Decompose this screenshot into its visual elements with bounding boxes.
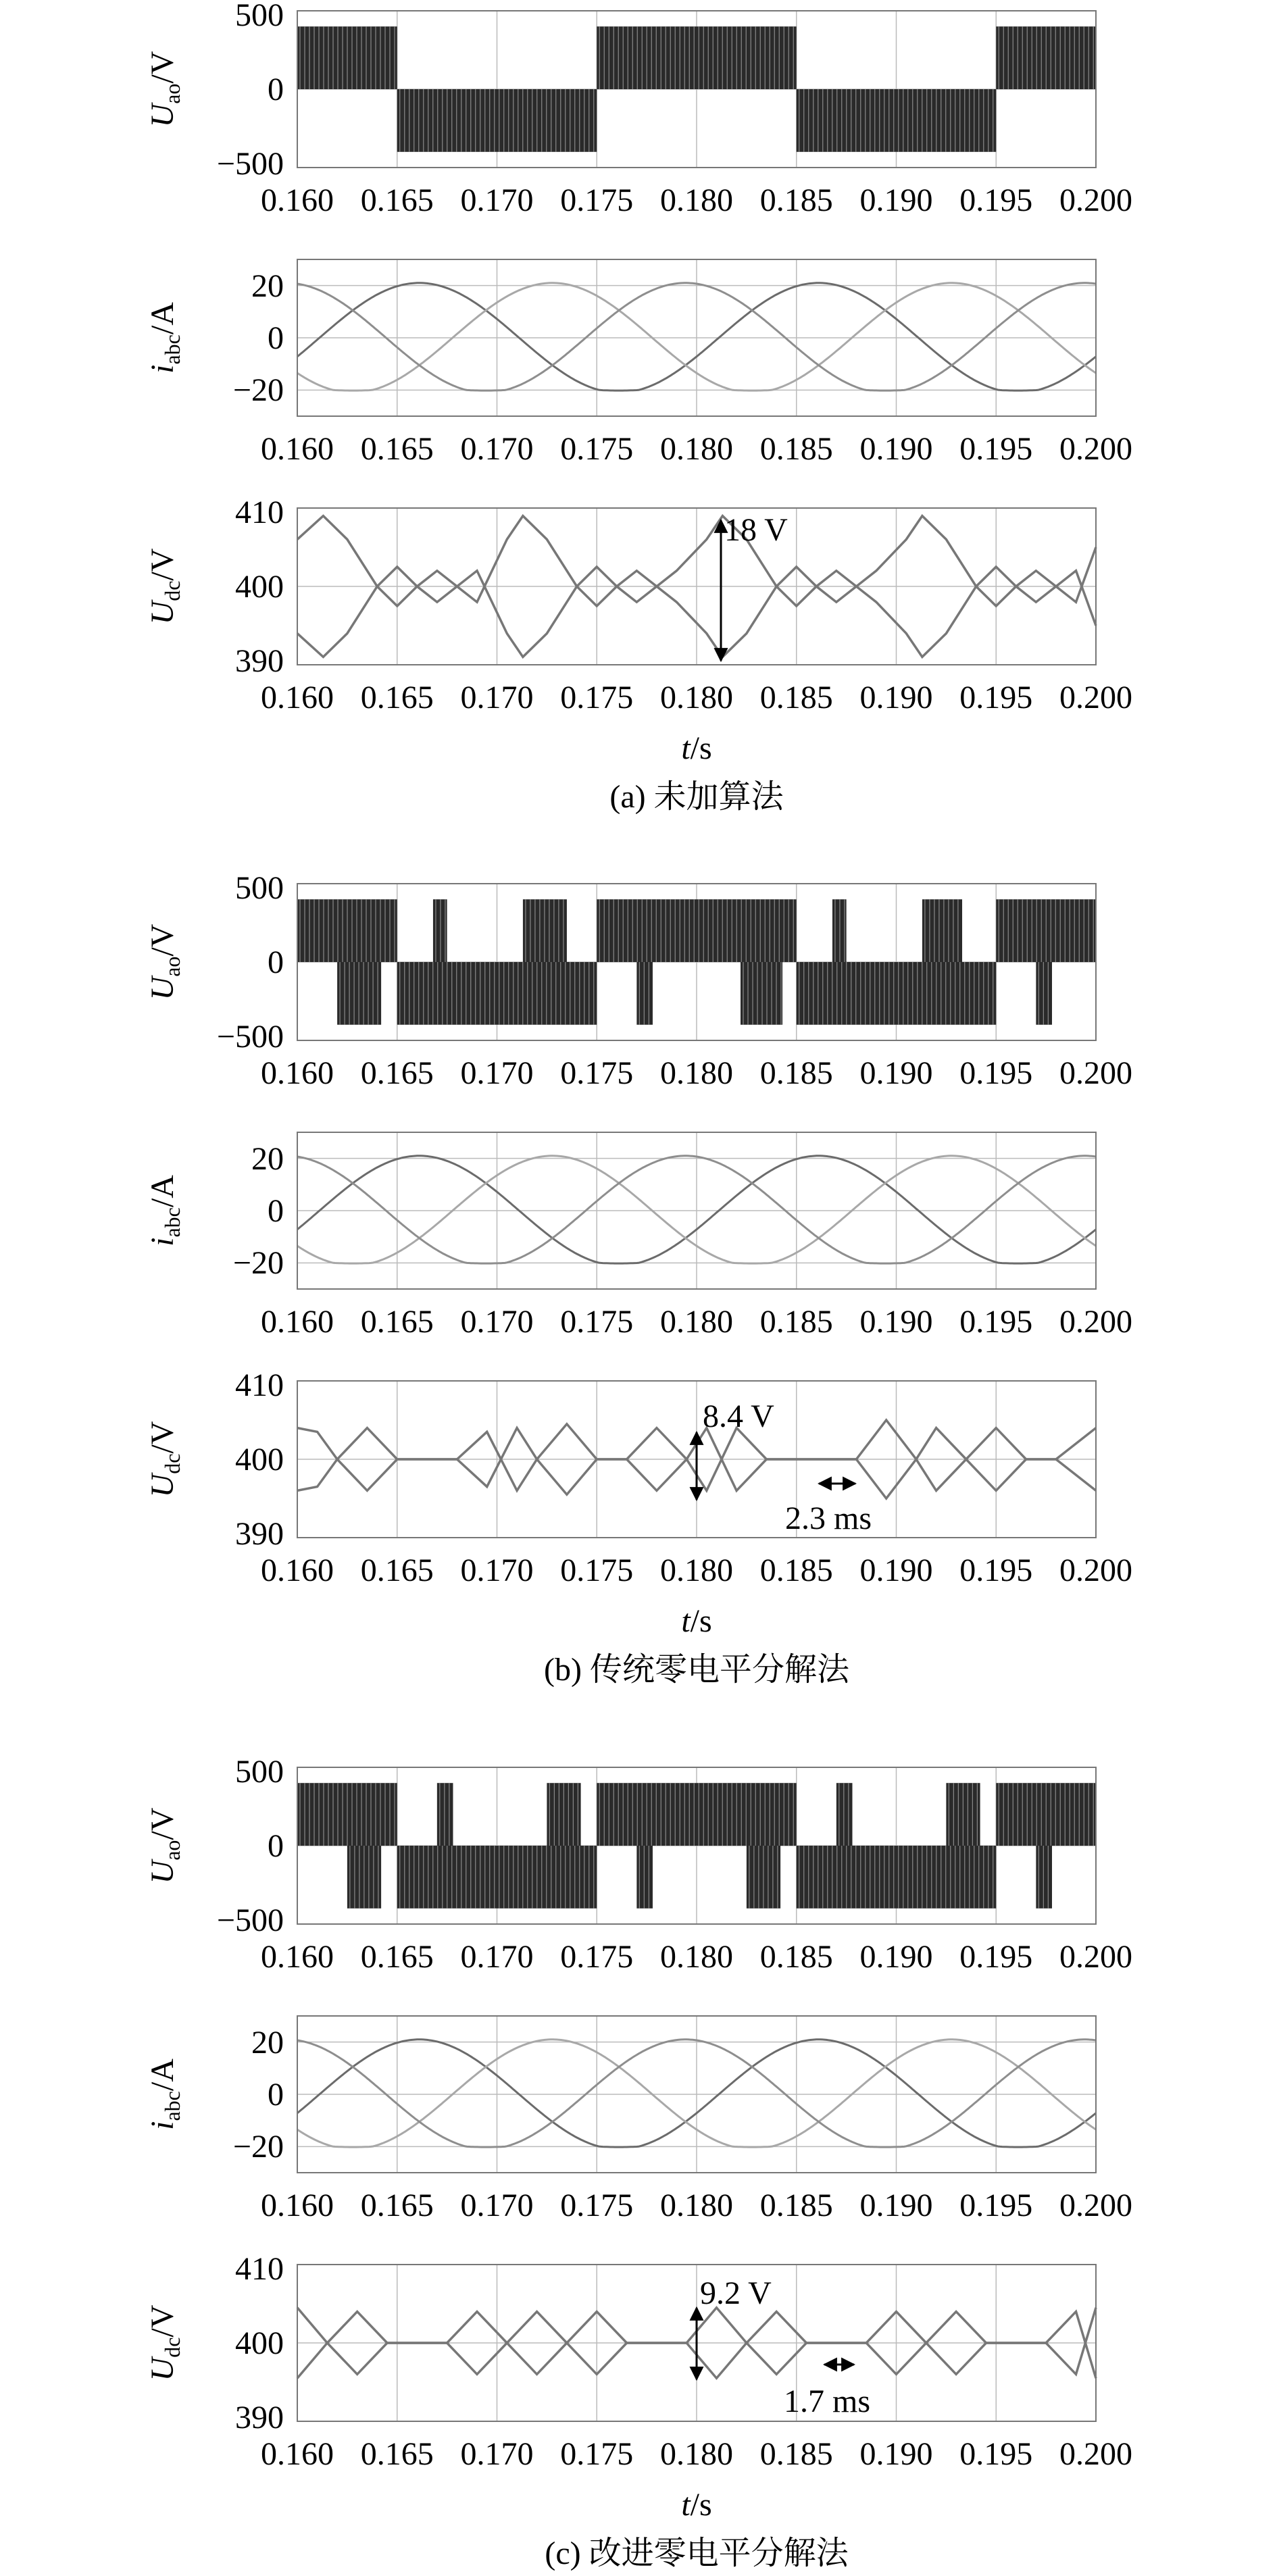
- x-tick: 0.175: [560, 1552, 634, 1588]
- panel-caption: (b) 传统零电平分解法: [544, 1652, 849, 1688]
- voltage-waveform-a: [297, 11, 1096, 168]
- x-tick-labels: [261, 1552, 1132, 1588]
- x-tick: 0.190: [859, 1304, 933, 1340]
- x-tick: 0.165: [360, 2436, 434, 2472]
- ripple-annotation: 9.2 V: [700, 2275, 772, 2311]
- x-tick: 0.190: [859, 1055, 933, 1091]
- y-tick: 400: [235, 569, 284, 605]
- x-tick: 0.170: [460, 182, 534, 218]
- y-tick: −500: [216, 1019, 284, 1055]
- x-tick: 0.180: [660, 2436, 733, 2472]
- x-tick: 0.185: [759, 1552, 833, 1588]
- x-tick: 0.190: [859, 182, 933, 218]
- pwm-block: [797, 962, 997, 1025]
- pwm-block: [297, 26, 397, 89]
- x-tick: 0.180: [660, 1304, 733, 1340]
- y-axis-label: $i_{abc}/A$: [145, 2059, 184, 2130]
- x-tick: 0.195: [959, 680, 1033, 715]
- x-tick: 0.195: [959, 1304, 1033, 1340]
- x-tick: 0.195: [959, 1552, 1033, 1588]
- x-tick: 0.160: [261, 431, 334, 467]
- x-tick: 0.160: [261, 680, 334, 715]
- pwm-block: [996, 1783, 1096, 1846]
- pwm-notch: [437, 1783, 453, 1846]
- y-tick: 400: [235, 1442, 284, 1478]
- x-tick: 0.200: [1059, 2188, 1132, 2223]
- pwm-notch: [922, 899, 962, 962]
- pwm-fill: [397, 89, 597, 152]
- current-plot-c: [145, 2016, 1132, 2223]
- pwm-notch: [836, 1783, 853, 1846]
- pwm-notch: [946, 1783, 980, 1846]
- x-tick: 0.200: [1059, 680, 1132, 715]
- x-tick: 0.170: [460, 1552, 534, 1588]
- panel-a: [145, 0, 1132, 815]
- x-tick: 0.165: [360, 1055, 434, 1091]
- x-tick: 0.165: [360, 2188, 434, 2223]
- current-waveform-b: [297, 1132, 1096, 1289]
- y-axis-label: $i_{abc}/A$: [145, 1175, 184, 1246]
- y-tick: −20: [232, 372, 284, 408]
- x-tick: 0.180: [660, 1552, 733, 1588]
- flat-duration-annotation: 1.7 ms: [784, 2383, 871, 2419]
- x-tick: 0.195: [959, 1939, 1033, 1975]
- pwm-fill: [797, 1846, 997, 1909]
- x-tick: 0.175: [560, 1939, 634, 1975]
- x-tick: 0.160: [261, 1552, 334, 1588]
- y-tick: 20: [251, 1141, 284, 1177]
- voltage-plot-c: [145, 1754, 1132, 1975]
- dc-waveform-a: [297, 508, 1096, 665]
- pwm-block: [297, 899, 397, 962]
- x-tick: 0.195: [959, 1055, 1033, 1091]
- y-tick: 390: [235, 2400, 284, 2435]
- y-tick: 0: [268, 1828, 284, 1864]
- x-tick: 0.185: [759, 2436, 833, 2472]
- y-axis-label: $U_{dc}/V$: [145, 1421, 184, 1498]
- x-tick: 0.190: [859, 2436, 933, 2472]
- x-tick: 0.190: [859, 1939, 933, 1975]
- x-tick: 0.160: [261, 2436, 334, 2472]
- x-tick: 0.185: [759, 1939, 833, 1975]
- pwm-block: [996, 26, 1096, 89]
- x-tick: 0.160: [261, 1939, 334, 1975]
- pwm-notch: [636, 1846, 653, 1909]
- dc-plot-c: [145, 2251, 1132, 2523]
- x-tick-labels: [261, 2436, 1132, 2472]
- x-tick-labels: [261, 1304, 1132, 1340]
- x-tick: 0.190: [859, 431, 933, 467]
- pwm-fill: [597, 899, 797, 962]
- x-tick: 0.170: [460, 2188, 534, 2223]
- pwm-fill: [397, 1846, 597, 1909]
- y-axis-label: $U_{ao}/V$: [145, 1807, 184, 1884]
- x-tick: 0.175: [560, 431, 634, 467]
- x-tick-labels: [261, 1055, 1132, 1091]
- pwm-block: [297, 1783, 397, 1846]
- y-tick: 0: [268, 1193, 284, 1229]
- pwm-fill: [397, 962, 597, 1025]
- y-tick: 500: [235, 870, 284, 906]
- y-tick: 0: [268, 2077, 284, 2113]
- x-tick: 0.160: [261, 182, 334, 218]
- y-tick: 20: [251, 268, 284, 304]
- pwm-block: [996, 899, 1096, 962]
- pwm-notch: [636, 962, 653, 1025]
- panel-c: [145, 1754, 1132, 2571]
- pwm-notch: [433, 899, 447, 962]
- x-tick: 0.195: [959, 182, 1033, 218]
- panel-caption: (a) 未加算法: [609, 779, 784, 815]
- flat-duration-annotation: 2.3 ms: [785, 1500, 872, 1536]
- x-tick: 0.165: [360, 1939, 434, 1975]
- pwm-fill: [922, 899, 962, 962]
- x-tick: 0.175: [560, 1055, 634, 1091]
- y-tick: 500: [235, 0, 284, 33]
- x-tick: 0.190: [859, 1552, 933, 1588]
- voltage-waveform-c: [297, 1767, 1096, 1924]
- x-tick: 0.165: [360, 680, 434, 715]
- x-tick: 0.175: [560, 680, 634, 715]
- x-tick-labels: [261, 2188, 1132, 2223]
- x-tick: 0.170: [460, 1055, 534, 1091]
- x-tick: 0.190: [859, 2188, 933, 2223]
- voltage-plot-a: [145, 0, 1132, 218]
- pwm-notch: [1036, 962, 1052, 1025]
- pwm-block: [397, 1846, 597, 1909]
- y-axis-label: $U_{dc}/V$: [145, 548, 184, 625]
- pwm-fill: [797, 962, 997, 1025]
- pwm-notch: [547, 1783, 580, 1846]
- panel-caption: (c) 改进零电平分解法: [545, 2535, 849, 2571]
- x-tick: 0.195: [959, 2436, 1033, 2472]
- y-tick: 390: [235, 643, 284, 679]
- y-tick: 410: [235, 1367, 284, 1403]
- y-axis-label: $U_{ao}/V$: [145, 51, 184, 128]
- y-tick: −500: [216, 146, 284, 182]
- y-tick: 20: [251, 2025, 284, 2061]
- panel-b: [145, 870, 1132, 1688]
- y-axis-label: $U_{ao}/V$: [145, 924, 184, 1001]
- x-tick: 0.185: [759, 1055, 833, 1091]
- x-tick: 0.175: [560, 182, 634, 218]
- x-axis-label: t/s: [681, 2487, 712, 2523]
- pwm-block: [397, 89, 597, 152]
- x-tick: 0.165: [360, 1304, 434, 1340]
- pwm-block: [597, 26, 797, 89]
- x-tick: 0.180: [660, 2188, 733, 2223]
- x-tick: 0.190: [859, 680, 933, 715]
- y-tick: 0: [268, 72, 284, 107]
- x-tick: 0.195: [959, 431, 1033, 467]
- pwm-fill: [597, 1783, 797, 1846]
- x-tick: 0.160: [261, 1304, 334, 1340]
- x-tick: 0.160: [261, 2188, 334, 2223]
- pwm-notch: [832, 899, 847, 962]
- pwm-block: [597, 1783, 797, 1846]
- pwm-block: [797, 89, 997, 152]
- pwm-fill: [797, 89, 997, 152]
- pwm-fill: [597, 26, 797, 89]
- x-tick: 0.200: [1059, 2436, 1132, 2472]
- x-axis-label: t/s: [681, 730, 712, 766]
- x-tick: 0.200: [1059, 182, 1132, 218]
- current-plot-a: [145, 259, 1132, 467]
- pwm-notch: [747, 1846, 780, 1909]
- y-tick: 410: [235, 2251, 284, 2287]
- x-tick: 0.160: [261, 1055, 334, 1091]
- x-tick: 0.180: [660, 1939, 733, 1975]
- voltage-waveform-b: [297, 884, 1096, 1040]
- y-axis-label: $U_{dc}/V$: [145, 2304, 184, 2381]
- x-tick: 0.170: [460, 2436, 534, 2472]
- dc-plot-a: [145, 495, 1132, 766]
- y-tick: 390: [235, 1516, 284, 1552]
- x-tick-labels: [261, 431, 1132, 467]
- x-tick: 0.185: [759, 1304, 833, 1340]
- y-tick: −20: [232, 1245, 284, 1281]
- x-tick: 0.200: [1059, 431, 1132, 467]
- x-tick: 0.170: [460, 431, 534, 467]
- pwm-block: [797, 1846, 997, 1909]
- x-tick: 0.175: [560, 2188, 634, 2223]
- pwm-block: [397, 962, 597, 1025]
- x-tick-labels: [261, 1939, 1132, 1975]
- y-tick: 0: [268, 320, 284, 356]
- x-tick: 0.165: [360, 1552, 434, 1588]
- ripple-annotation: 8.4 V: [703, 1398, 774, 1434]
- pwm-notch: [337, 962, 381, 1025]
- current-waveform-c: [297, 2016, 1096, 2173]
- y-tick: 500: [235, 1754, 284, 1790]
- x-tick: 0.200: [1059, 1055, 1132, 1091]
- x-tick-labels: [261, 680, 1132, 715]
- x-tick: 0.200: [1059, 1939, 1132, 1975]
- y-tick: −20: [232, 2129, 284, 2165]
- x-tick: 0.165: [360, 431, 434, 467]
- ripple-annotation: 18 V: [724, 512, 788, 548]
- x-tick: 0.165: [360, 182, 434, 218]
- pwm-notch: [523, 899, 567, 962]
- x-tick: 0.170: [460, 1304, 534, 1340]
- voltage-plot-b: [145, 870, 1132, 1091]
- x-tick-labels: [261, 182, 1132, 218]
- x-tick: 0.175: [560, 1304, 634, 1340]
- x-tick: 0.185: [759, 431, 833, 467]
- x-tick: 0.185: [759, 182, 833, 218]
- y-axis-label: $i_{abc}/A$: [145, 302, 184, 374]
- x-tick: 0.185: [759, 680, 833, 715]
- y-tick: 0: [268, 944, 284, 980]
- dc-plot-b: [145, 1367, 1132, 1639]
- x-tick: 0.170: [460, 1939, 534, 1975]
- x-tick: 0.200: [1059, 1552, 1132, 1588]
- pwm-notch: [1036, 1846, 1052, 1909]
- y-tick: 400: [235, 2325, 284, 2361]
- x-tick: 0.175: [560, 2436, 634, 2472]
- pwm-block: [597, 899, 797, 962]
- y-tick: −500: [216, 1902, 284, 1938]
- y-tick: 410: [235, 495, 284, 530]
- pwm-notch: [347, 1846, 381, 1909]
- pwm-notch: [741, 962, 782, 1025]
- x-tick: 0.180: [660, 182, 733, 218]
- x-tick: 0.180: [660, 680, 733, 715]
- current-waveform-a: [297, 259, 1096, 416]
- x-tick: 0.195: [959, 2188, 1033, 2223]
- x-tick: 0.180: [660, 1055, 733, 1091]
- x-tick: 0.200: [1059, 1304, 1132, 1340]
- x-tick: 0.180: [660, 431, 733, 467]
- current-plot-b: [145, 1132, 1132, 1340]
- x-tick: 0.170: [460, 680, 534, 715]
- x-axis-label: t/s: [681, 1603, 712, 1639]
- x-tick: 0.185: [759, 2188, 833, 2223]
